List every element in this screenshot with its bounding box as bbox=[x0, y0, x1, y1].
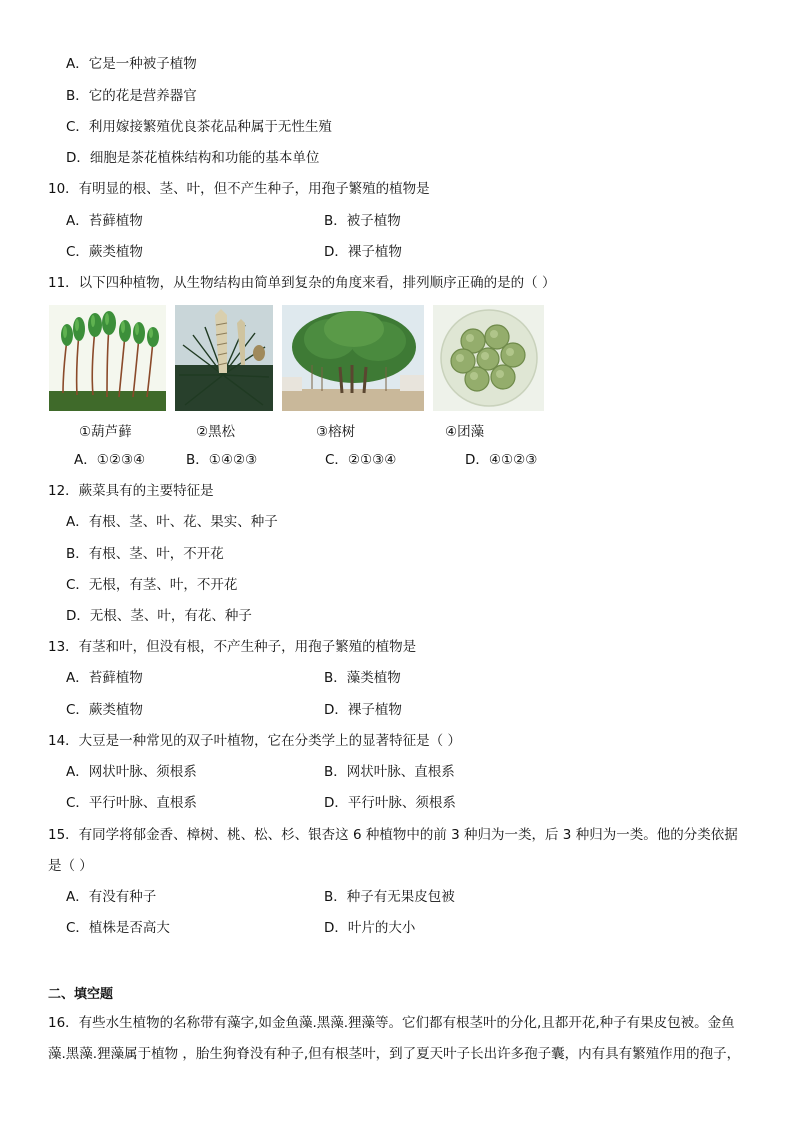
banyan-tree-image bbox=[282, 305, 424, 411]
q12-option-d: D．无根、茎、叶，有花、种子 bbox=[66, 608, 252, 624]
q13-option-b: B．藻类植物 bbox=[324, 670, 401, 686]
q16-line2: 藻.黑藻.狸藻属于植物 ，胎生狗脊没有种子,但有根茎叶，到了夏天叶子长出许多孢子囊，内有具有繁殖作用的孢子， bbox=[48, 1046, 741, 1062]
q15-stem-line1: 15．有同学将郁金香、樟树、桃、松、杉、银杏这 6 种植物中的前 3 种归为一类，后 3 种归为一类。他的分类依据 bbox=[48, 827, 738, 843]
q15-option-c: C．植株是否高大 bbox=[66, 920, 170, 936]
q13-option-c: C．蕨类植物 bbox=[66, 702, 143, 718]
section-title: 二、填空题 bbox=[48, 987, 114, 1002]
q14-option-c: C．平行叶脉、直根系 bbox=[66, 795, 197, 811]
q10-option-b: B．被子植物 bbox=[324, 213, 401, 229]
q11-option-c: C．②①③④ bbox=[325, 452, 397, 468]
q11-option-b: B．①④②③ bbox=[186, 452, 258, 468]
q10-option-d: D．裸子植物 bbox=[324, 244, 402, 260]
q10-option-a: A．苔藓植物 bbox=[66, 213, 143, 229]
q12-option-c: C．无根，有茎、叶，不开花 bbox=[66, 577, 238, 593]
volvox-image bbox=[433, 305, 544, 411]
q10-option-c: C．蕨类植物 bbox=[66, 244, 143, 260]
q11-option-a: A．①②③④ bbox=[74, 452, 146, 468]
q9-option-a: A．它是一种被子植物 bbox=[66, 56, 197, 72]
caption-black-pine: ②黑松 bbox=[196, 424, 236, 440]
q9-option-c: C．利用嫁接繁殖优良茶花品种属于无性生殖 bbox=[66, 119, 332, 135]
q13-option-a: A．苔藓植物 bbox=[66, 670, 143, 686]
q12-stem: 12．蕨菜具有的主要特征是 bbox=[48, 483, 214, 499]
q15-option-d: D．叶片的大小 bbox=[324, 920, 416, 936]
black-pine-image bbox=[175, 305, 273, 411]
moss-image bbox=[49, 305, 166, 411]
q14-option-b: B．网状叶脉、直根系 bbox=[324, 764, 455, 780]
caption-moss: ①葫芦藓 bbox=[79, 424, 132, 440]
caption-volvox: ④团藻 bbox=[445, 424, 485, 440]
caption-banyan: ③榕树 bbox=[316, 424, 356, 440]
q12-option-b: B．有根、茎、叶，不开花 bbox=[66, 546, 224, 562]
q14-stem: 14．大豆是一种常见的双子叶植物，它在分类学上的显著特征是（ ） bbox=[48, 733, 461, 749]
q15-option-a: A．有没有种子 bbox=[66, 889, 157, 905]
q11-stem: 11．以下四种植物，从生物结构由简单到复杂的角度来看，排列顺序正确的是的（ ） bbox=[48, 275, 556, 291]
q13-stem: 13．有茎和叶，但没有根，不产生种子，用孢子繁殖的植物是 bbox=[48, 639, 417, 655]
q11-option-d: D．④①②③ bbox=[465, 452, 538, 468]
q9-option-d: D．细胞是茶花植株结构和功能的基本单位 bbox=[66, 150, 320, 166]
q15-option-b: B．种子有无果皮包被 bbox=[324, 889, 455, 905]
q10-stem: 10．有明显的根、茎、叶，但不产生种子，用孢子繁殖的植物是 bbox=[48, 181, 430, 197]
q9-option-b: B．它的花是营养器官 bbox=[66, 88, 197, 104]
q12-option-a: A．有根、茎、叶、花、果实、种子 bbox=[66, 514, 278, 530]
q16-line1: 16．有些水生植物的名称带有藻字,如金鱼藻.黑藻.狸藻等。它们都有根茎叶的分化,且都开花,种子有果皮包被。金鱼 bbox=[48, 1015, 735, 1031]
q14-option-d: D．平行叶脉、须根系 bbox=[324, 795, 456, 811]
q14-option-a: A．网状叶脉、须根系 bbox=[66, 764, 197, 780]
q13-option-d: D．裸子植物 bbox=[324, 702, 402, 718]
q15-stem-line2: 是（ ） bbox=[48, 858, 93, 874]
